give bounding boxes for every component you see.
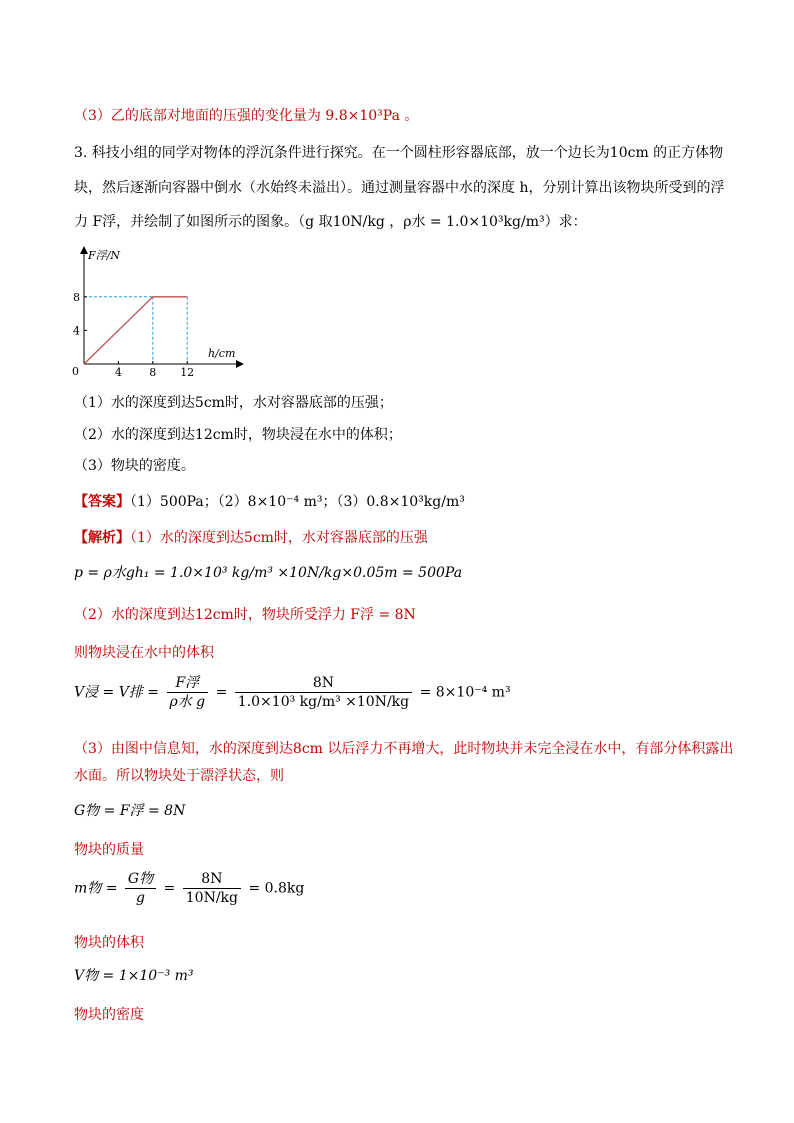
analysis-text-2: （2）水的深度到达12cm时，物块所受浮力 F浮 = 8N [74, 607, 416, 623]
eq2-fraction-1: $\frac{\text{F浮}}{\text{ρ水 g}}$ [167, 674, 209, 711]
sub-question-3: （3）物块的密度。 [74, 458, 195, 474]
eq2-fraction-2: $\frac{8N}{\text{1.0×10³ kg/m³ ×10N/kg}}$ [235, 674, 412, 711]
question-text-2: 块，然后逐渐向容器中倒水（水始终未溢出）。通过测量容器中水的深度 h，分别计算出该物块所受到的浮 [74, 180, 725, 196]
buoyancy-graph [66, 244, 256, 384]
equation-volume: V浸 = V排 = $\frac{\text{F浮}}{\text{ρ水 g}}$ = $\frac{8N}{\text{1.0×10³ kg/m³ ×10N/kg}}$ = 8×10⁻⁴ m³ [74, 675, 511, 710]
eq2-rhs: = 8×10⁻⁴ m³ [419, 684, 511, 701]
y-tick-label: 8 [73, 290, 80, 304]
x-tick-label: 12 [180, 366, 195, 379]
equation-block-volume: V物 = 1×10⁻³ m³ [74, 968, 194, 984]
analysis-line-1 [74, 527, 428, 549]
mass-label: 物块的质量 [74, 842, 144, 858]
sub-question-1: （1）水的深度到达5cm时，水对容器底部的压强； [74, 395, 393, 411]
eq4-fraction-2: $\frac{8N}{10N/kg}$ [183, 870, 241, 907]
answer-text: （1）500Pa；（2）8×10⁻⁴ m³；（3）0.8×10³kg/m³ [130, 494, 465, 510]
analysis-text-3a: （3）由图中信息知，水的深度到达8cm 以后浮力不再增大，此时物块并未完全浸在水中，有部分体积露出 [74, 741, 734, 757]
analysis-text-3b: 水面。所以物块处于漂浮状态，则 [74, 768, 284, 784]
origin-label: 0 [72, 365, 79, 378]
x-axis-label: h/cm [208, 347, 236, 360]
question-text-3: 力 F浮，并绘制了如图所示的图象。（g 取10N/kg ，ρ水 = 1.0×10³kg/m³）求： [74, 214, 587, 230]
x-tick-label: 8 [149, 366, 157, 379]
sub-question-2: （2）水的深度到达12cm时，物块浸在水中的体积； [74, 427, 402, 443]
density-label: 物块的密度 [74, 1007, 144, 1023]
answer-tag: 【答案】 [74, 494, 130, 510]
eq4-lhs: m物 = [74, 880, 118, 897]
analysis-text-2b: 则物块浸在水中的体积 [74, 645, 214, 661]
series-line [84, 297, 187, 364]
equation-mass: m物 = $\frac{\text{G物}}{g}$ = $\frac{8N}{10N/kg}$ = 0.8kg [74, 871, 305, 906]
equation-pressure: p = ρ水gh₁ = 1.0×10³ kg/m³ ×10N/kg×0.05m = 500Pa [74, 565, 463, 581]
eq4-rhs: = 0.8kg [248, 880, 305, 897]
eq4-fraction-1: $\frac{\text{G物}}{g}$ [125, 870, 156, 907]
question-text-1: 3. 科技小组的同学对物体的浮沉条件进行探究。在一个圆柱形容器底部，放一个边长为10cm 的正方体物 [74, 145, 724, 161]
answer-line [74, 491, 465, 513]
y-tick-label: 4 [73, 324, 80, 338]
equation-gravity: G物 = F浮 = 8N [74, 803, 186, 819]
x-tick-label: 4 [114, 366, 122, 379]
y-axis-label: F浮/N [88, 249, 120, 262]
analysis-tag: 【解析】 [74, 530, 130, 546]
analysis-text-1: （1）水的深度到达5cm时，水对容器底部的压强 [130, 530, 428, 546]
volume-label: 物块的体积 [74, 935, 144, 951]
eq2-lhs: V浸 = V排 = [74, 684, 160, 701]
prev-answer-line: （3）乙的底部对地面的压强的变化量为 9.8×10³Pa 。 [74, 108, 419, 124]
